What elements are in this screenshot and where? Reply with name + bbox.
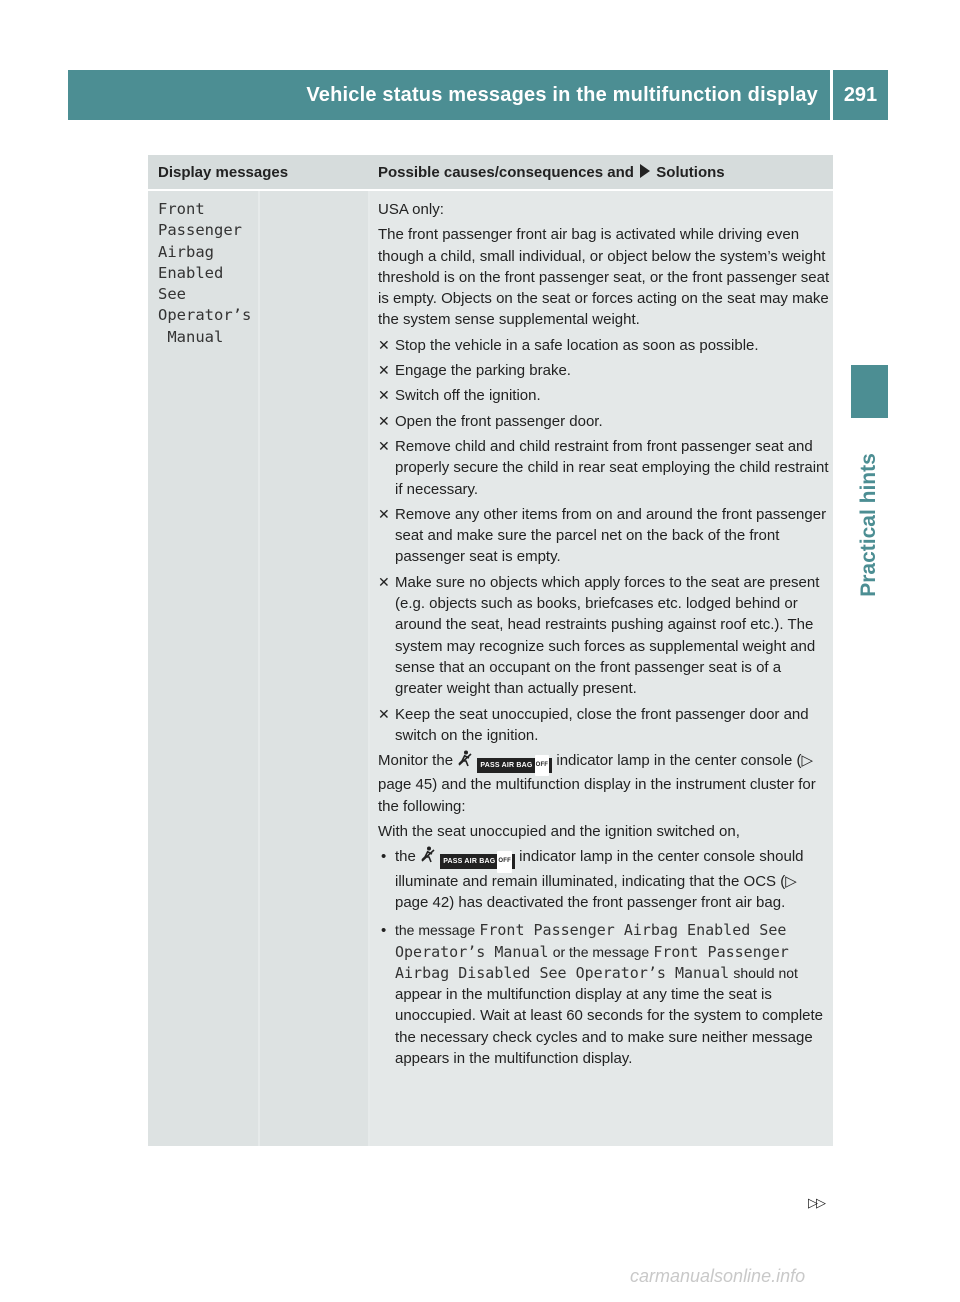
display-message-line: Front bbox=[158, 200, 205, 218]
page-title: Vehicle status messages in the multifunction display bbox=[306, 83, 818, 106]
cause-paragraph: The front passenger front air bag is activated while driving even though a child, small individual, or object below the system’s weight threshold is on the front passenger seat, or the front passenger seat is empty. Objects on the seat or forces acting on the seat may make the system sense supplemental weight. bbox=[378, 226, 830, 329]
condition-paragraph: With the seat unoccupied and the ignition switched on, bbox=[378, 823, 740, 841]
display-message-line: Passenger bbox=[158, 221, 242, 240]
display-message-inline: Front Passenger Airbag Enabled See Operator’s Manual bbox=[395, 921, 787, 961]
pass-air-bag-off-icon: PASS AIR BAG OFF bbox=[477, 758, 552, 773]
seat-occupant-icon bbox=[420, 846, 436, 870]
display-message-line: Manual bbox=[158, 327, 224, 346]
page-ref-arrow-icon: ▷ bbox=[785, 872, 797, 890]
step-item: ✕ Remove child and child restraint from front passenger seat and properly secure the child in rear seat employing the child restraint if necessary. bbox=[378, 437, 829, 498]
step-marker-icon: ✕ bbox=[378, 437, 390, 454]
step-marker-icon: ✕ bbox=[378, 387, 390, 404]
step-marker-icon: ✕ bbox=[378, 705, 390, 722]
seat-occupant-icon bbox=[457, 750, 473, 774]
pass-air-bag-off-icon: PASS AIR BAG OFF bbox=[440, 854, 515, 869]
display-message-line: See bbox=[158, 285, 186, 304]
display-message-line: Operator’s bbox=[158, 306, 252, 325]
step-item: ✕ Make sure no objects which apply forces to the seat are present (e.g. objects such as books, briefcases etc. lodged behind or around the seat, head restraints pushing against roof etc.). The system may recognize such forces as supplemental weight and sense that an occupant on the front passenger seat is of a greater weight than actually present. bbox=[378, 573, 820, 698]
column-header-solutions: Possible causes/consequences and Solutions bbox=[378, 164, 725, 181]
list-item: • the message Front Passenger Airbag Enabled See Operator’s Manual or the message Front Passenger Airbag Disabled See Operator’s Manual should not appear in the multifunction display at any time the seat is unoccupied. Wait at least 60 seconds for the system to complete the necessary check cycles and to make sure neither message appears in the multifunction display. bbox=[381, 921, 823, 1067]
step-marker-icon: ✕ bbox=[378, 573, 390, 590]
action-arrow-icon bbox=[640, 164, 650, 178]
step-marker-icon: ✕ bbox=[378, 362, 390, 379]
bullet-icon: • bbox=[381, 848, 387, 866]
page-number: 291 bbox=[843, 83, 878, 106]
step-item: ✕ Keep the seat unoccupied, close the front passenger door and switch on the ignition. bbox=[378, 705, 809, 744]
step-item: ✕ Switch off the ignition. bbox=[378, 385, 830, 406]
display-message-line: Airbag bbox=[158, 242, 214, 261]
display-message-inline: Front Passenger Airbag Disabled See Operator’s Manual bbox=[395, 942, 789, 982]
monitor-paragraph: Monitor the PASS AIR BAG OFF indicator lamp in the center console (▷ page 45) and the multifunction display in the instrument cluster for the following: bbox=[378, 752, 816, 815]
watermark: carmanualsonline.info bbox=[630, 1266, 806, 1286]
solutions-content bbox=[378, 199, 830, 1076]
display-message-line: Enabled bbox=[158, 263, 224, 282]
step-item: ✕ Open the front passenger door. bbox=[378, 411, 830, 432]
step-item: ✕ Engage the parking brake. bbox=[378, 360, 830, 381]
page-ref-arrow-icon: ▷ bbox=[801, 752, 814, 770]
step-marker-icon: ✕ bbox=[378, 336, 390, 353]
table-column-spacer bbox=[260, 191, 368, 1146]
column-header-display-messages: Display messages bbox=[158, 164, 289, 181]
bullet-icon: • bbox=[381, 922, 387, 940]
display-message bbox=[158, 199, 258, 348]
step-item: ✕ Stop the vehicle in a safe location as soon as possible. bbox=[378, 335, 830, 356]
step-item: ✕ Remove any other items from on and around the front passenger seat and make sure the parcel net on the back of the front passenger seat is empty. bbox=[378, 505, 827, 566]
list-item: • the PASS AIR BAG OFF indicator lamp in the center console should illuminate and remain illuminated, indicating that the OCS (▷ page 42) has deactivated the front passenger front air bag. bbox=[381, 848, 804, 911]
step-marker-icon: ✕ bbox=[378, 505, 390, 522]
continue-icon: ▷▷ bbox=[808, 1195, 824, 1210]
chapter-tab-marker bbox=[851, 365, 888, 418]
chapter-label: Practical hints bbox=[856, 453, 880, 597]
region-note: USA only: bbox=[378, 201, 444, 218]
step-marker-icon: ✕ bbox=[378, 412, 390, 429]
